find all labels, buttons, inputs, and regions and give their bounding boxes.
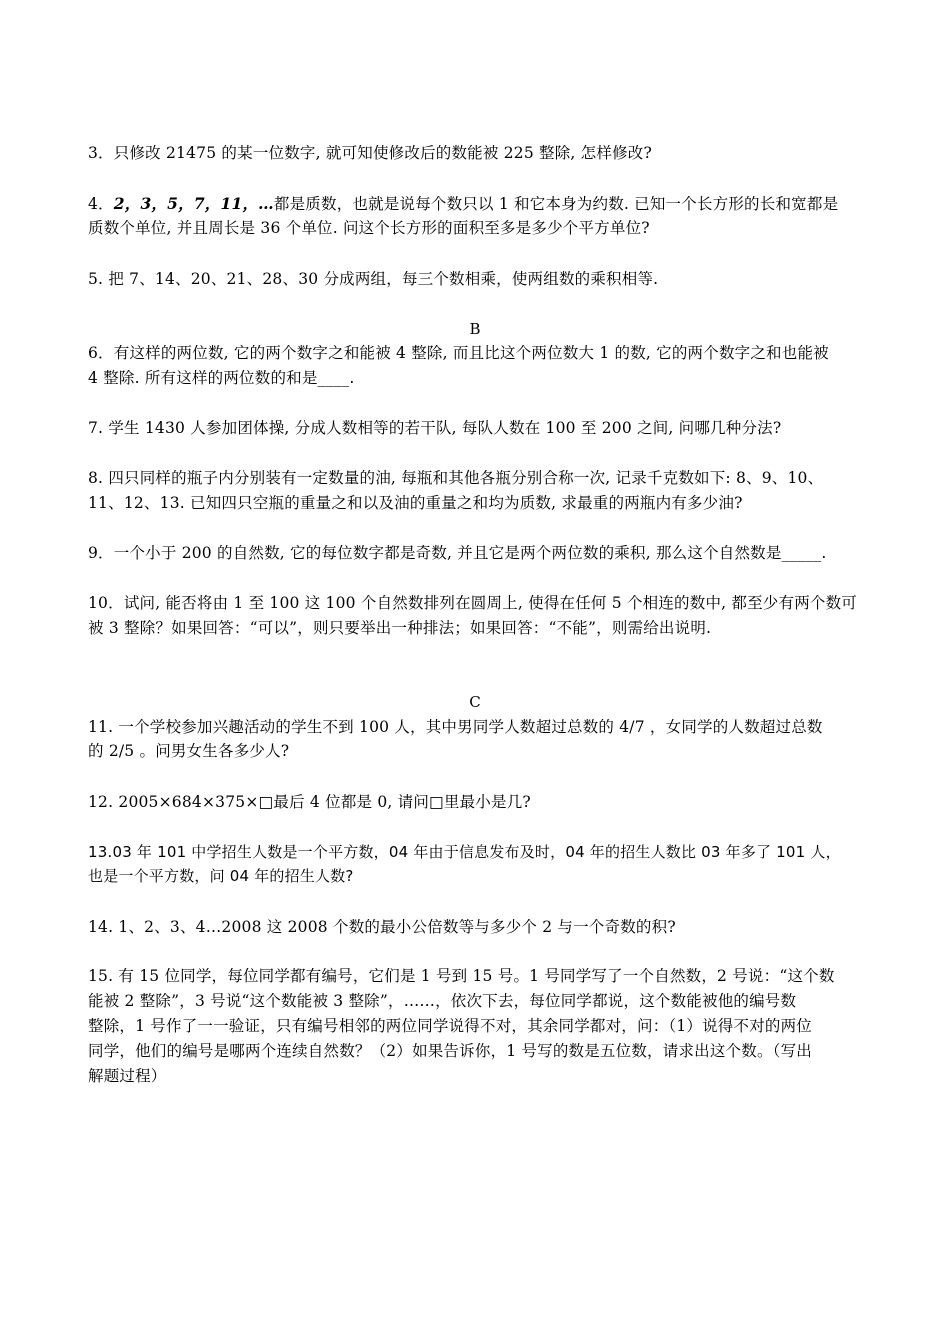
problem-3-line-1: 3．只修改 21475 的某一位数字, 就可知使修改后的数能被 225 整除, 怎样修改? [88,144,652,162]
problem-6-line-2: 4 整除. 所有这样的两位数的和是____. [88,369,355,387]
problem-10-line-1: 10．试问, 能否将由 1 至 100 这 100 个自然数排列在圆周上, 使得在任何 5 个相连的数中, 都至少有两个数可 [88,594,857,612]
problem-13-line-1: 13.03 年 101 中学招生人数是一个平方数，04 年由于信息发布及时，04 年的招生人数比 03 年多了 101 人， [88,843,841,861]
section-b-heading: B [469,320,481,338]
problem-15-line-2: 能被 2 整除”，3 号说“这个数能被 3 整除”，……，依次下去，每位同学都说，这个数能被他的编号数 [88,992,797,1010]
problem-8-line-1: 8. 四只同样的瓶子内分别装有一定数量的油, 每瓶和其他各瓶分别合称一次, 记录千克数如下: 8、9、10、 [88,469,824,487]
problem-7-line-1: 7. 学生 1430 人参加团体操, 分成人数相等的若干队, 每队人数在 100 至 200 之间, 问哪几种分法? [88,419,782,437]
problem-6-line-1: 6．有这样的两位数, 它的两个数字之和能被 4 整除, 而且比这个两位数大 1 的数, 它的两个数字之和也能被 [88,344,829,362]
problem-4-line-2: 质数个单位, 并且周长是 36 个单位. 问这个长方形的面积至多是多少个平方单位? [88,219,650,237]
problem-10-line-2: 被 3 整除？如果回答：“可以”，则只要举出一种排法；如果回答：“不能”，则需给出说明. [88,619,712,637]
problem-15-line-3: 整除，1 号作了一一验证，只有编号相邻的两位同学说得不对，其余同学都对，问：（1）说得不对的两位 [88,1017,813,1035]
problem-11-line-1: 11. 一个学校参加兴趣活动的学生不到 100 人，其中男同学人数超过总数的 4/7 ，女同学的人数超过总数 [88,718,823,736]
problem-4-primes: 2，3，5，7，11，… [113,194,274,213]
problem-15-line-1: 15. 有 15 位同学，每位同学都有编号，它们是 1 号到 15 号。1 号同学写了一个自然数，2 号说：“这个数 [88,967,835,985]
section-c-heading: C [469,693,481,711]
problem-11-line-2: 的 2/5 。问男女生各多少人? [88,742,290,760]
problem-15-line-4: 同学，他们的编号是哪两个连续自然数？（2）如果告诉你，1 号写的数是五位数，请求出这个数。（写出 [88,1042,813,1060]
problem-13-line-2: 也是一个平方数，问 04 年的招生人数? [88,867,354,885]
problem-4-line-1-rest: 都是质数，也就是说每个数只以 1 和它本身为约数. 已知一个长方形的长和宽都是 [273,195,839,213]
problem-8-line-2: 11、12、13. 已知四只空瓶的重量之和以及油的重量之和均为质数, 求最重的两瓶内有多少油? [88,494,743,512]
problem-14-line-1: 14. 1、2、3、4…2008 这 2008 个数的最小公倍数等与多少个 2 与一个奇数的积? [88,918,676,936]
problem-4-number: 4． [88,195,114,213]
problem-9-line-1: 9．一个小于 200 的自然数, 它的每位数字都是奇数, 并且它是两个两位数的乘积, 那么这个自然数是_____. [88,544,827,562]
problem-12-line-1: 12. 2005×684×375×□最后 4 位都是 0, 请问□里最小是几? [88,793,531,811]
problem-15-line-5: 解题过程） [88,1067,167,1085]
problem-5-line-1: 5. 把 7、14、20、21、28、30 分成两组，每三个数相乘，使两组数的乘积相等. [88,270,659,288]
problem-4-line-1 [88,194,838,214]
